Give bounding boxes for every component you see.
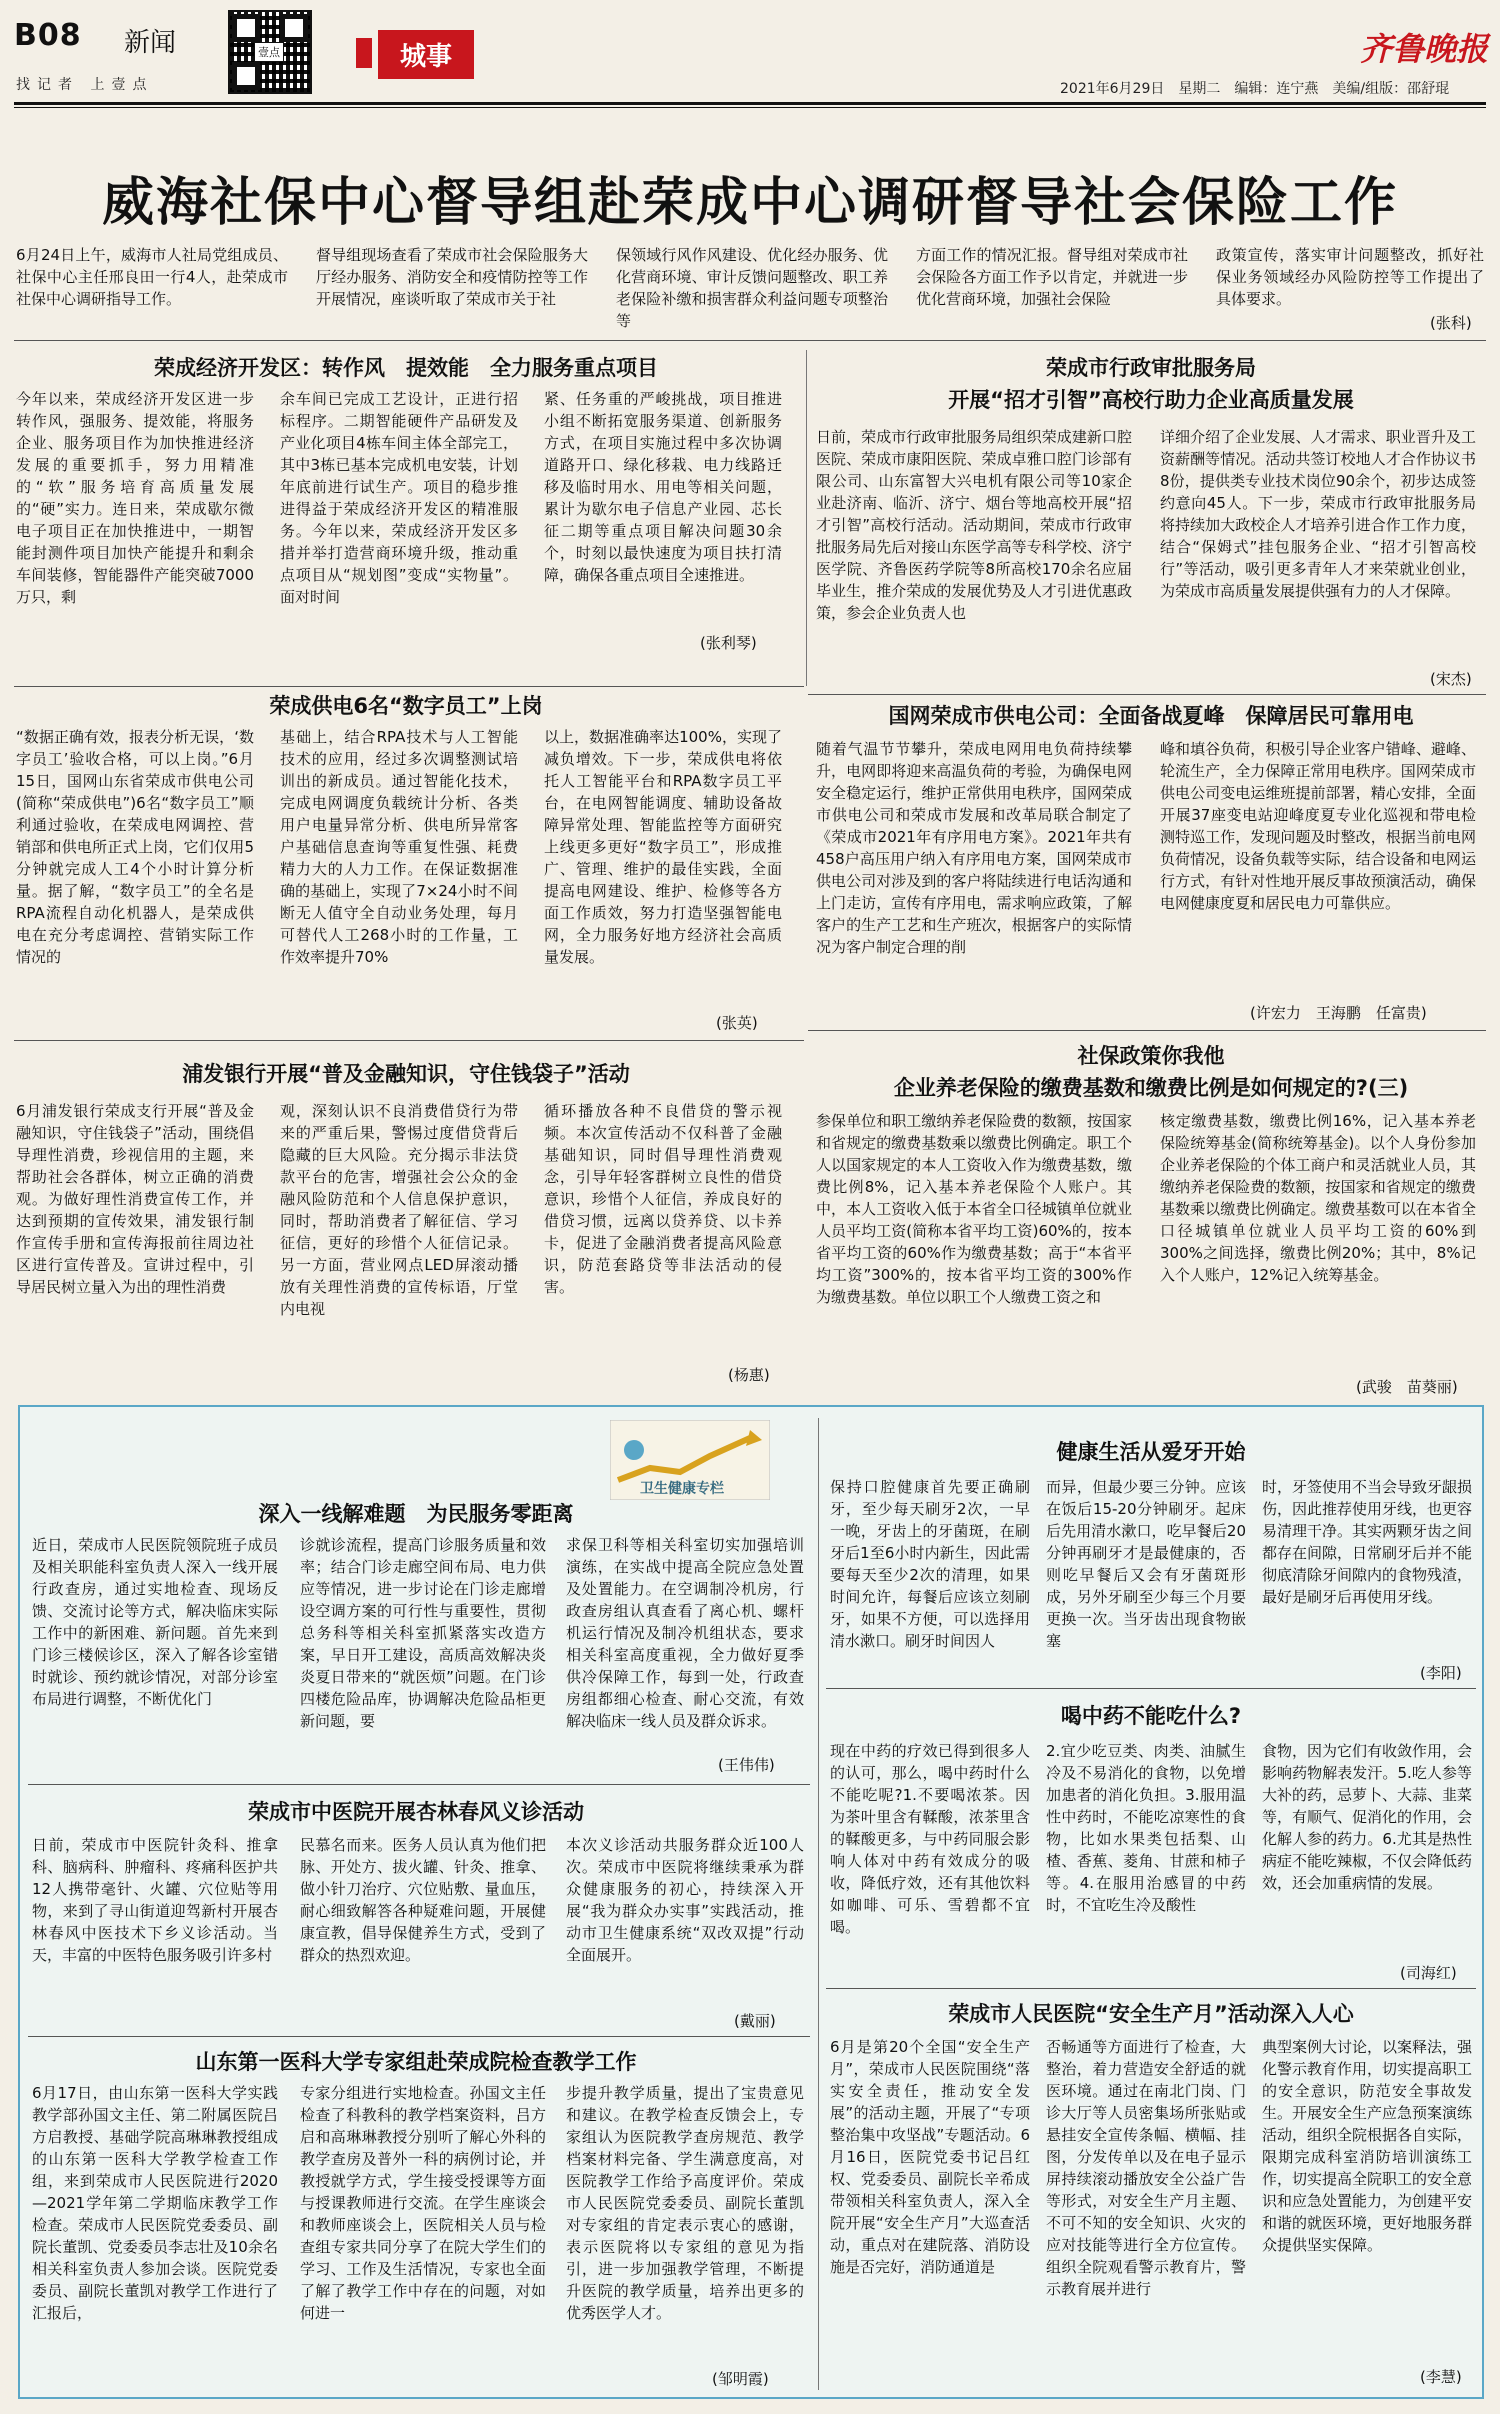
article-col: 6月17日，由山东第一医科大学实践教学部孙国文主任、第二附属医院吕方启教授、基础学院高琳琳教授组成的山东第一医科大学教学检查工作组，来到荣成市人民医院进行2020—2021学年第二学期临床教学工作检查。荣成市人民医院党委委员、副院长董凯、党委委员李志壮及10余名相关科室负责人参加会谈。医院党委委员、副院长董凯对教学工作进行了汇报后， [32, 2084, 278, 2322]
article-col: 典型案例大讨论，以案释法，强化警示教育作用，切实提高职工的安全意识，防范安全事故发生。开展安全生产应急预案演练活动，组织全院根据各自实际，限期完成科室消防培训演练工作，切实提高全院职工的安全意识和应急处置能力，为创建平安和谐的就医环境，更好地服务群众提供坚实保障。 [1262, 2038, 1472, 2254]
article-author: (宋杰) [1430, 670, 1472, 688]
article-author: (张利琴) [700, 634, 757, 652]
article-author: (王伟伟) [718, 1756, 775, 1774]
article-title: 山东第一医科大学专家组赴荣成院检查教学工作 [195, 2050, 637, 2074]
article-col: 参保单位和职工缴纳养老保险费的数额，按国家和省规定的缴费基数乘以缴费比例确定。职工个人以国家规定的本人工资收入作为缴费基数，缴费比例8%，记入基本养老保险个人账户。其中，本人工资收入低于本省全口径城镇单位就业人员平均工资(简称本省平均工资)60%的，按本省平均工资的60%作为缴费基数；高于“本省平均工资”300%的，按本省平均工资的300%作为缴费基数。单位以职工个人缴费工资之和 [816, 1112, 1132, 1306]
article-author: (司海红) [1400, 1964, 1457, 1982]
lead-author: (张科) [1430, 314, 1472, 332]
article-col: 诊就诊流程，提高门诊服务质量和效率；结合门诊走廊空间布局、电力供应等情况，进一步讨论在门诊走廊增设空调方案的可行性与重要性，贯彻总务科等相关科室抓紧落实改造方案，早日开工建设，高质高效解决炎炎夏日带来的“就医烦”问题。在门诊四楼危险品库，协调解决危险品柜更新问题，要 [300, 1536, 546, 1730]
article-col: 民慕名而来。医务人员认真为他们把脉、开处方、拔火罐、针灸、推拿、做小针刀治疗、穴位贴敷、量血压，耐心细致解答各种疑难问题，开展健康宣教，倡导保健养生方式，受到了群众的热烈欢迎。 [300, 1836, 546, 1964]
article-subtitle: 开展“招才引智”高校行助力企业高质量发展 [948, 388, 1354, 412]
article-title: 社保政策你我他 [1077, 1044, 1225, 1068]
page-number: B08 [14, 18, 82, 53]
article-col: 而异，但最少要三分钟。应该在饭后15-20分钟刷牙。起床后先用清水漱口，吃早餐后20分钟再刷牙才是最健康的，否则吃早餐后又会有牙菌斑形成，另外牙刷至少每三个月要更换一次。当牙齿出现食物嵌塞 [1046, 1478, 1246, 1650]
article-col: 详细介绍了企业发展、人才需求、职业晋升及工资薪酬等情况。活动共签订校地人才合作协议书8份，提供类专业技术岗位90余个，初步达成签约意向45人。下一步，荣成市行政审批服务局将持续加大政校企人才培养引进合作工作力度，结合“保姆式”挂包服务企业、“招才引智高校行”等活动，吸引更多青年人才来荣就业创业，为荣成市高质量发展提供强有力的人才保障。 [1160, 428, 1476, 600]
article-col: 求保卫科等相关科室切实加强培训演练，在实战中提高全院应急处置及处置能力。在空调制冷机房，行政查房组认真查看了离心机、螺杆机运行情况及制冷机组状态，要求相关科室高度重视，全力做好夏季供冷保障工作，每到一处，行政查房组都细心检查、耐心交流，有效解决临床一线人员及群众诉求。 [566, 1536, 804, 1730]
article-col: 近日，荣成市人民医院领院班子成员及相关职能科室负责人深入一线开展行政查房，通过实地检查、现场反馈、交流讨论等方式，解决临床实际工作中的新困难、新问题。首先来到门诊三楼候诊区，深入了解各诊室错时就诊、预约就诊情况，对部分诊室布局进行调整，不断优化门 [32, 1536, 278, 1708]
date-editor-line: 2021年6月29日 星期二 编辑：连宁燕 美编/组版：邵舒琨 [1060, 81, 1450, 97]
article-col: 紧、任务重的严峻挑战，项目推进小组不断拓宽服务渠道、创新服务方式，在项目实施过程中多次协调道路开口、绿化移栽、电力线路迁移及临时用水、用电等相关问题，累计为歇尔电子信息产业园、芯长征二期等重点项目解决问题30余个，时刻以最快速度为项目扶打清障，确保各重点项目全速推进。 [544, 390, 782, 584]
divider [808, 1030, 1486, 1031]
article-col: 6月浦发银行荣成支行开展“普及金融知识，守住钱袋子”活动，围绕倡导理性消费，珍视信用的主题，来帮助社会各群体，树立正确的消费观。为做好理性消费宣传工作，并达到预期的宣传效果，浦发银行制作宣传手册和宣传海报前往周边社区进行宣传普及。宣讲过程中，引导居民树立量入为出的理性消费 [16, 1102, 254, 1296]
divider [14, 686, 804, 687]
article-col: 余车间已完成工艺设计，正进行招标程序。二期智能硬件产品研发及产业化项目4栋车间主体全部完工，其中3栋已基本完成机电安装，计划年底前进行试生产。项目的稳步推进得益于荣成经济开发区的精准服务。今年以来，荣成经济开发区多措并举打造营商环境升级，推动重点项目从“规划图”变成“实物量”。面对时间 [280, 390, 518, 606]
divider [826, 1688, 1476, 1689]
lead-headline: 威海社保中心督导组赴荣成中心调研督导社会保险工作 [101, 172, 1398, 233]
lead-col-4: 方面工作的情况汇报。督导组对荣成市社会保险各方面工作予以肯定，并就进一步优化营商环境，加强社会保险 [916, 246, 1188, 308]
lead-col-1: 6月24日上午，威海市人社局党组成员、社保中心主任邢良田一行4人，赴荣成市社保中心调研指导工作。 [16, 246, 288, 308]
health-column-badge [610, 1420, 770, 1500]
article-col: 今年以来，荣成经济开发区进一步转作风，强服务、提效能，将服务企业、服务项目作为加快推进经济发展的重要抓手，努力用精准的“软”服务培育高质量发展的“硬”实力。连日来，荣成歇尔微电子项目正在加快推进中，一期智能封测件项目加快产能提升和剩余车间装修，智能器件产能突破7000万只，剩 [16, 390, 254, 606]
article-title: 健康生活从爱牙开始 [1056, 1440, 1246, 1464]
article-col: 循环播放各种不良借贷的警示视频。本次宣传活动不仅科普了金融基础知识，同时倡导理性消费观念，引导年轻客群树立良性的借贷意识，珍惜个人征信，养成良好的借贷习惯，远离以贷养贷、以卡养卡，促进了金融消费者提高风险意识，防范套路贷等非法活动的侵害。 [544, 1102, 782, 1296]
divider [28, 2036, 810, 2037]
article-col: 步提升教学质量，提出了宝贵意见和建议。在教学检查反馈会上，专家组认为医院教学查房规范、教学档案材料完备、学生满意度高，对医院教学工作给予高度评价。荣成市人民医院党委委员、副院长董凯对专家组的肯定表示衷心的感谢，表示医院将以专家组的意见为指引，进一步加强教学管理，不断提升医院的教学质量，培养出更多的优秀医学人才。 [566, 2084, 804, 2322]
header-rule-thin [14, 107, 1486, 108]
newspaper-logo: 齐鲁晚报 [1360, 30, 1489, 68]
article-author: (张英) [716, 1014, 758, 1032]
divider [806, 350, 807, 686]
article-author: (李阳) [1420, 1664, 1462, 1682]
article-author: (李慧) [1420, 2368, 1462, 2386]
article-col: 日前，荣成市行政审批服务局组织荣成建新口腔医院、荣成市康阳医院、荣成卓雅口腔门诊部有限公司、山东富智大兴电机有限公司等10家企业赴济南、临沂、济宁、烟台等地高校开展“招才引智”高校行活动。活动期间，荣成市行政审批服务局先后对接山东医学高等专科学校、济宁医学院、齐鲁医药学院等8所高校170余名应届毕业生，推介荣成的发展优势及人才引进优惠政策，参会企业负责人也 [816, 428, 1132, 622]
article-col: 6月是第20个全国“安全生产月”，荣成市人民医院围绕“落实安全责任，推动安全发展”的活动主题，开展了“专项整治集中攻坚战”专题活动。6月16日，医院党委书记吕红权、党委委员、副院长辛希成带领相关科室负责人，深入全院开展“安全生产月”大巡查活动，重点对在建院落、消防设施是否完好，消防通道是 [830, 2038, 1030, 2276]
article-title: 浦发银行开展“普及金融知识，守住钱袋子”活动 [182, 1062, 630, 1086]
article-author: (杨惠) [728, 1366, 770, 1384]
section-name: 新闻 [124, 28, 177, 58]
article-title: 荣成市行政审批服务局 [1046, 356, 1256, 380]
divider [28, 1784, 810, 1785]
article-col: 日前，荣成市中医院针灸科、推拿科、脑病科、肿瘤科、疼痛科医护共12人携带毫针、火罐、穴位贴等用物，来到了寻山街道迎驾新村开展杏林春风中医技术下乡义诊活动。当天，丰富的中医特色服务吸引许多村 [32, 1836, 278, 1964]
article-title: 荣成市中医院开展杏林春风义诊活动 [248, 1800, 584, 1824]
article-title: 国网荣成市供电公司：全面备战夏峰 保障居民可靠用电 [888, 704, 1414, 728]
article-col: 随着气温节节攀升，荣成电网用电负荷持续攀升，电网即将迎来高温负荷的考验，为确保电网安全稳定运行，维护正常供用电秩序，国网荣成市供电公司和荣成市发展和改革局联合制定了《荣成市2021年有序用电方案》。2021年共有458户高压用户纳入有序用电方案，国网荣成市供电公司对涉及到的客户将陆续进行电话沟通和上门走访，宣传有序用电，需求响应政策，了解客户的生产工艺和生产班次，根据客户的实际情况为客户制定合理的削 [816, 740, 1132, 956]
article-title: 荣成市人民医院“安全生产月”活动深入人心 [948, 2002, 1354, 2026]
divider [808, 694, 1486, 695]
article-col: 基础上，结合RPA技术与人工智能技术的应用，经过多次调整测试培训出的新成员。通过智能化技术，完成电网调度负载统计分析、各类用户电量异常分析、供电所异常客户基础信息查询等重复性强、耗费精力大的人力工作。在保证数据准确的基础上，实现了7×24小时不间断无人值守全自动业务处理，每月可替代人工268小时的工作量，工作效率提升70% [280, 728, 518, 966]
article-col: 保持口腔健康首先要正确刷牙，至少每天刷牙2次，一早一晚，牙齿上的牙菌斑，在刷牙后1至6小时内新生，因此需要每天至少2次的清理，如果时间允许，每餐后应该立刻刷牙，如果不方便，可以选择用清水漱口。刷牙时间因人 [830, 1478, 1030, 1650]
article-col: “数据正确有效，报表分析无误，‘数字员工’验收合格，可以上岗。”6月15日，国网山东省荣成市供电公司(简称“荣成供电”)6名“数字员工”顺利通过验收，在荣成电网调控、营销部和供电所正式上岗，它们仅用5分钟就完成人工4个小时计算分析量。据了解，“数字员工”的全名是RPA流程自动化机器人，是荣成供电在充分考虑调控、营销实际工作情况的 [16, 728, 254, 966]
article-col: 观，深刻认识不良消费借贷行为带来的严重后果，警惕过度借贷背后隐藏的巨大风险。充分揭示非法贷款平台的危害，增强社会公众的金融风险防范和个人信息保护意识，同时，帮助消费者了解征信、学习征信，更好的珍惜个人征信记录。另一方面，营业网点LED屏滚动播放有关理性消费的宣传标语，厅堂内电视 [280, 1102, 518, 1318]
article-col: 否畅通等方面进行了检查，大整治，着力营造安全舒适的就医环境。通过在南北门岗、门诊大厅等人员密集场所张贴或悬挂安全宣传条幅、横幅、挂图，分发传单以及在电子显示屏持续滚动播放安全公益广告等形式，对安全生产月主题、不可不知的安全知识、火灾的应对技能等进行全方位宣传。组织全院观看警示教育片，警示教育展并进行 [1046, 2038, 1246, 2298]
article-col: 时，牙签使用不当会导致牙龈损伤，因此推荐使用牙线，也更容易清理干净。其实两颗牙齿之间都存在间隙，日常刷牙后并不能彻底清除牙间隙内的食物残渣，最好是刷牙后再使用牙线。 [1262, 1478, 1472, 1606]
article-col: 本次义诊活动共服务群众近100人次。荣成市中医院将继续秉承为群众健康服务的初心，持续深入开展“我为群众办实事”实践活动，推动市卫生健康系统“双改双提”行动全面展开。 [566, 1836, 804, 1964]
article-author: (许宏力 王海鹏 任富贵) [1250, 1004, 1427, 1022]
article-col: 食物，因为它们有收敛作用，会影响药物解表发汗。5.吃人参等大补的药，忌萝卜、大蒜、韭菜等，有顺气、促消化的作用，会化解人参的药力。6.尤其是热性病症不能吃辣椒，不仅会降低药效，还会加重病情的发展。 [1262, 1742, 1472, 1892]
article-title: 深入一线解难题 为民服务零距离 [258, 1502, 574, 1526]
header-rule [14, 102, 1486, 105]
divider [14, 340, 1486, 341]
article-col: 现在中药的疗效已得到很多人的认可，那么，喝中药时什么不能吃呢?1.不要喝浓茶。因为茶叶里含有鞣酸，浓茶里含的鞣酸更多，与中药同服会影响人体对中药有效成分的吸收，降低疗效，还有其他饮料如咖啡、可乐、雪碧都不宜喝。 [830, 1742, 1030, 1936]
lead-col-3: 保领域行风作风建设、优化经办服务、优化营商环境、审计反馈问题整改、职工养老保险补缴和损害群众利益问题专项整治等 [616, 246, 888, 330]
channel-marker [356, 38, 372, 68]
article-col: 峰和填谷负荷，积极引导企业客户错峰、避峰、轮流生产，全力保障正常用电秩序。国网荣成市供电公司变电运维班提前部署，精心安排，全面开展37座变电站迎峰度夏专业化巡视和带电检测特巡工作，发现问题及时整改，根据当前电网负荷情况，设备负载等实际，结合设备和电网运行方式，有针对性地开展反事故预演活动，确保电网健康度夏和居民电力可靠供应。 [1160, 740, 1476, 912]
lead-col-5: 政策宣传，落实审计问题整改，抓好社保业务领域经办风险防控等工作提出了具体要求。 [1216, 246, 1484, 308]
slogan: 找记者 上壹点 [16, 77, 154, 93]
divider [818, 1418, 819, 2390]
article-author: (戴丽) [734, 2012, 776, 2030]
qr-code-icon[interactable] [228, 10, 312, 94]
article-col: 专家分组进行实地检查。孙国文主任检查了科教科的教学档案资料，吕方启和高琳琳教授分别听了解心外科的教学查房及普外一科的病例讨论，并教授就学方式，学生接受授课等方面与授课教师进行交流。在学生座谈会和教师座谈会上，医院相关人员与检查组专家共同分享了在院大学生们的学习、工作及生活情况，专家也全面了解了教学工作中存在的问题，对如何进一 [300, 2084, 546, 2322]
qr-label: 壹点 [254, 42, 284, 62]
article-col: 以上，数据准确率达100%，实现了减负增效。下一步，荣成供电将依托人工智能平台和RPA数字员工平台，在电网智能调度、辅助设备故障异常处理、智能监控等方面研究上线更多更好“数字员工”，形成推广、管理、维护的最佳实践，全面提高电网建设、维护、检修等各方面工作质效，努力打造坚强智能电网，全力服务好地方经济社会高质量发展。 [544, 728, 782, 966]
article-author: (武骏 苗葵丽) [1356, 1378, 1458, 1396]
article-col: 2.宜少吃豆类、肉类、油腻生冷及不易消化的食物，以免增加患者的消化负担。3.服用温性中药时，不能吃凉寒性的食物，比如水果类包括梨、山楂、香蕉、菱角、甘蔗和柿子等。4.在服用治感冒的中药时，不宜吃生冷及酸性 [1046, 1742, 1246, 1914]
lead-col-2: 督导组现场查看了荣成市社会保险服务大厅经办服务、消防安全和疫情防控等工作开展情况，座谈听取了荣成市关于社 [316, 246, 588, 308]
article-author: (邹明霞) [712, 2370, 769, 2388]
channel-tag: 城事 [378, 30, 474, 79]
article-subtitle: 企业养老保险的缴费基数和缴费比例是如何规定的?(三) [893, 1076, 1409, 1100]
article-title: 荣成经济开发区：转作风 提效能 全力服务重点项目 [154, 356, 658, 380]
divider [826, 1988, 1476, 1989]
article-col: 核定缴费基数，缴费比例16%，记入基本养老保险统筹基金(简称统筹基金)。以个人身份参加企业养老保险的个体工商户和灵活就业人员，其缴纳养老保险费的数额，按国家和省规定的缴费基数乘以缴费比例确定。缴费基数可以在本省全口径城镇单位就业人员平均工资的60%到300%之间选择，缴费比例20%；其中，8%记入个人账户，12%记入统筹基金。 [1160, 1112, 1476, 1284]
divider [14, 1040, 804, 1041]
article-title: 喝中药不能吃什么? [1060, 1704, 1242, 1728]
article-title: 荣成供电6名“数字员工”上岗 [269, 694, 543, 718]
health-column-name: 卫生健康专栏 [640, 1481, 724, 1497]
